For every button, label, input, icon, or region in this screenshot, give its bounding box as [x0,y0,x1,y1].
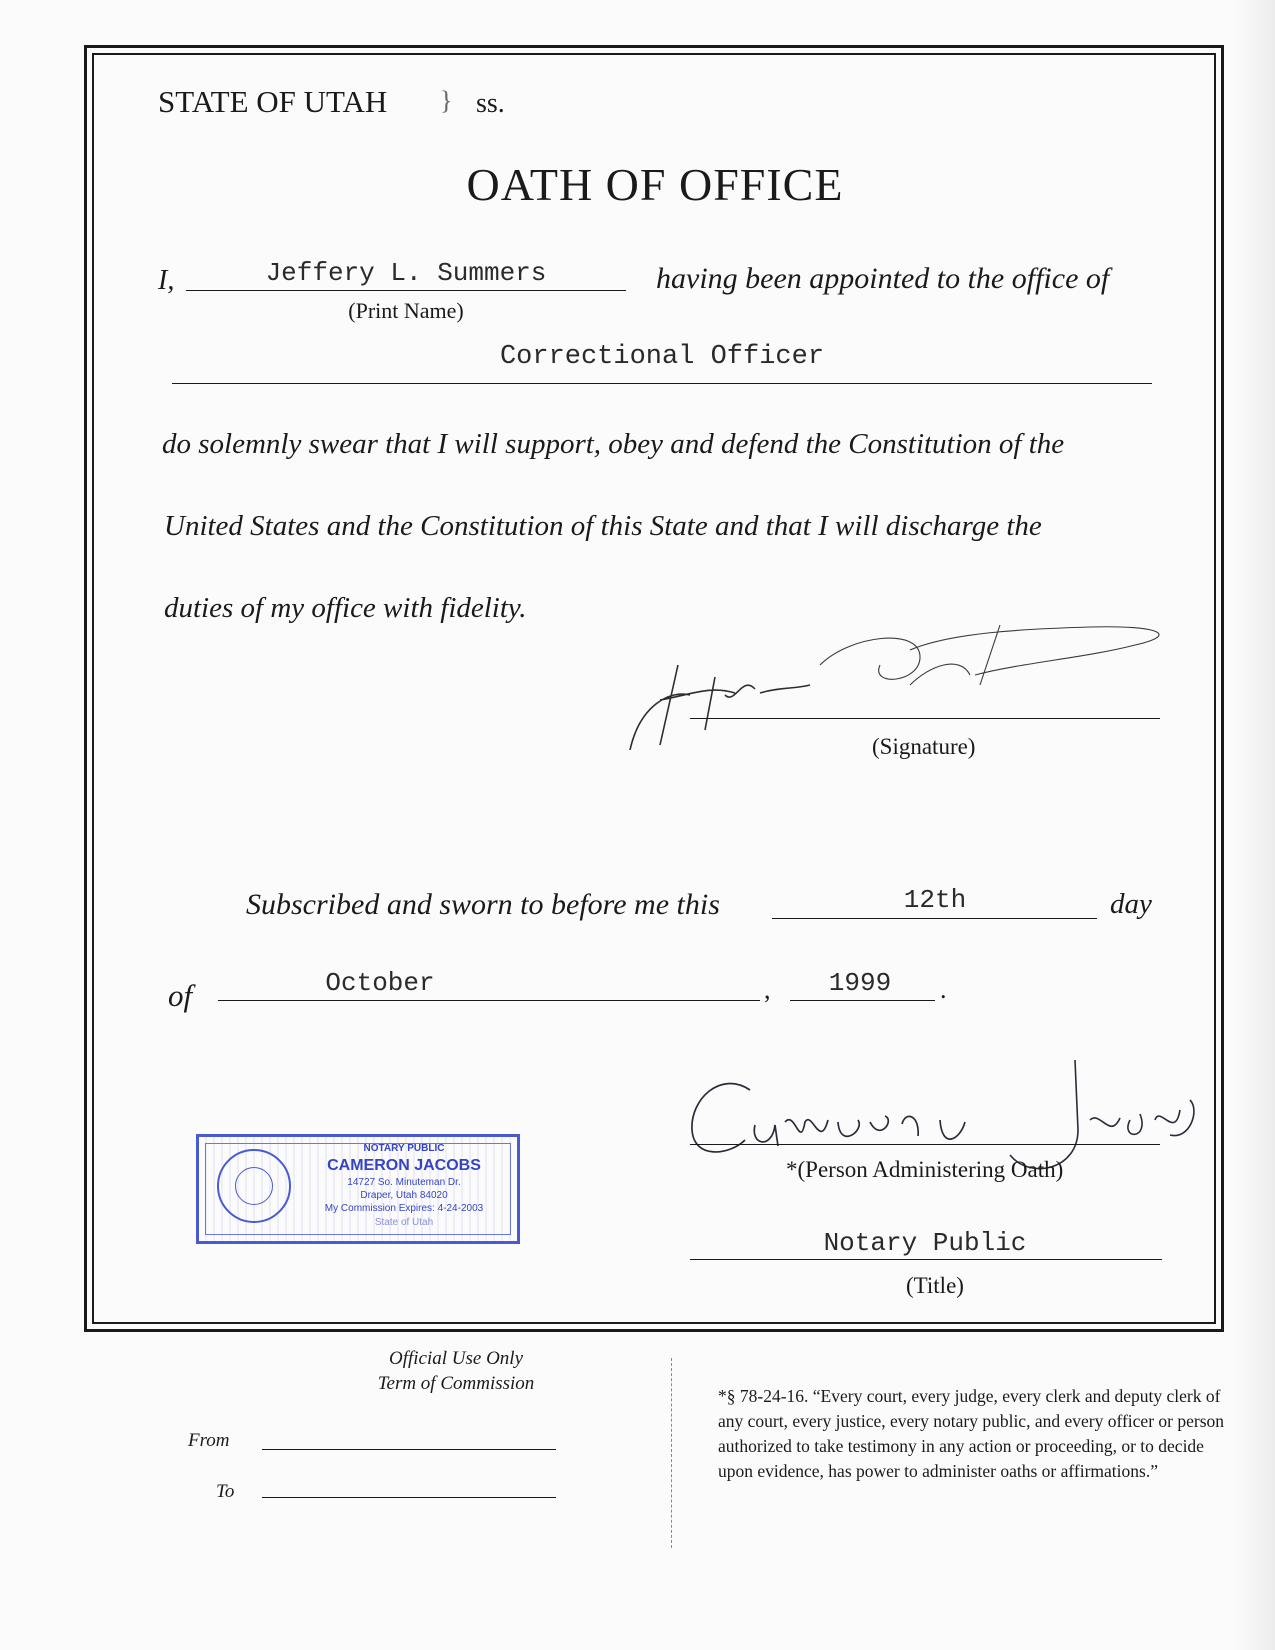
from-label: From [188,1430,230,1451]
to-label: To [216,1481,235,1502]
date-comma: , [764,975,771,1004]
month-underline [218,1000,760,1001]
year-underline [790,1000,935,1001]
beehive-icon [235,1167,273,1205]
notary-stamp [196,1134,520,1244]
stamp-address-2: Draper, Utah 84020 [360,1190,448,1201]
day-field[interactable]: 12th [903,885,967,915]
state-heading: STATE OF UTAH [158,84,388,119]
term-of-commission: Term of Commission [377,1373,535,1394]
office-underline [172,383,1152,384]
appointed-text: having been appointed to the office of [656,262,1110,295]
to-field[interactable] [262,1497,556,1498]
title-underline [690,1259,1162,1260]
oath-line-1: do solemnly swear that I will support, obey and defend the Constitution of the [162,428,1065,460]
from-field[interactable] [262,1449,556,1450]
administrator-label: *(Person Administering Oath) [786,1157,1064,1182]
footer-divider [671,1358,672,1548]
print-name-label: (Print Name) [348,298,464,323]
date-period: . [940,975,947,1004]
stamp-heading: NOTARY PUBLIC [363,1143,445,1154]
name-underline [186,290,626,291]
statute-footnote: *§ 78-24-16. “Every court, every judge, every clerk and deputy clerk of any court, every justice, every notary public, and every officer or person authorized to take testimony in any action or proceeding, or to decide upon evidence, has power to administer oaths or affirmations.” [718,1386,1225,1481]
venue-ss: ss. [476,88,505,119]
stamp-commission: My Commission Expires: 4-24-2003 [324,1203,484,1214]
appointee-name-field[interactable]: Jeffery L. Summers [265,258,547,288]
stamp-state: State of Utah [374,1217,434,1228]
year-field[interactable]: 1999 [828,968,892,998]
signature-label: (Signature) [872,734,976,759]
day-underline [772,918,1097,919]
oath-line-2: United States and the Constitution of this State and that I will discharge the [164,510,1042,542]
title-label: (Title) [906,1273,964,1298]
title-field[interactable]: Notary Public [823,1228,1027,1258]
utah-seal-icon [217,1149,291,1223]
oath-line-3: duties of my office with fidelity. [164,592,527,624]
document-title: OATH OF OFFICE [466,159,844,210]
subscribed-text: Subscribed and sworn to before me this [246,888,720,921]
signature-underline [690,718,1160,719]
day-label: day [1110,888,1152,920]
official-use-title: Official Use Only [388,1348,524,1369]
office-field[interactable]: Correctional Officer [499,342,825,372]
stamp-name: CAMERON JACOBS [327,1157,481,1174]
oath-prefix: I, [158,265,175,296]
of-label: of [168,978,193,1013]
page-edge-shadow [1235,0,1275,1650]
stamp-address-1: 14727 So. Minuteman Dr. [347,1177,461,1188]
venue-brace: } [440,86,453,115]
administrator-underline [690,1144,1160,1145]
month-field[interactable]: October [325,968,435,998]
